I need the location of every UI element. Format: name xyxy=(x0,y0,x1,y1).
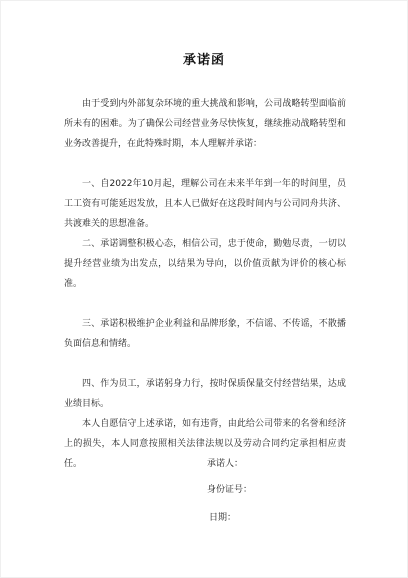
intro-paragraph: 由于受到内外部复杂环境的重大挑战和影响，公司战略转型面临前所未有的困难。为了确保公司经营业务尽快恢复，继续推动战略转型和业务改善提升，在此特殊时期，本人理解并承诺： xyxy=(64,99,346,149)
commitment-item-4: 四、作为员工，承诺躬身力行，按时保质保量交付经营结果，达成业绩目标。 xyxy=(64,379,346,409)
id-number-label: 身份证号： xyxy=(207,485,253,495)
commitment-item-1: 一、自2022年10月起，理解公司在未来半年到一年的时间里，员工工资有可能延迟发放，且本人已做好在这段时间内与公司同舟共济、共渡难关的思想准备。 xyxy=(64,179,346,229)
document-title: 承诺函 xyxy=(182,53,225,68)
commitment-item-2: 二、承诺调整积极心态，相信公司，忠于使命，勤勉尽责，一切以提升经营业绩为出发点，以结果为导向，以价值贡献为评价的核心标准。 xyxy=(64,239,346,289)
closing-paragraph: 本人自愿信守上述承诺，如有违背，由此给公司带来的名誉和经济上的损失，本人同意按照相关法律法规以及劳动合同约定承担相应责任。 xyxy=(64,419,346,469)
promisor-label: 承诺人： xyxy=(207,459,244,469)
date-label: 日期： xyxy=(209,513,237,523)
commitment-item-3: 三、承诺积极维护企业利益和品牌形象，不信谣、不传谣，不散播负面信息和情绪。 xyxy=(64,319,346,349)
